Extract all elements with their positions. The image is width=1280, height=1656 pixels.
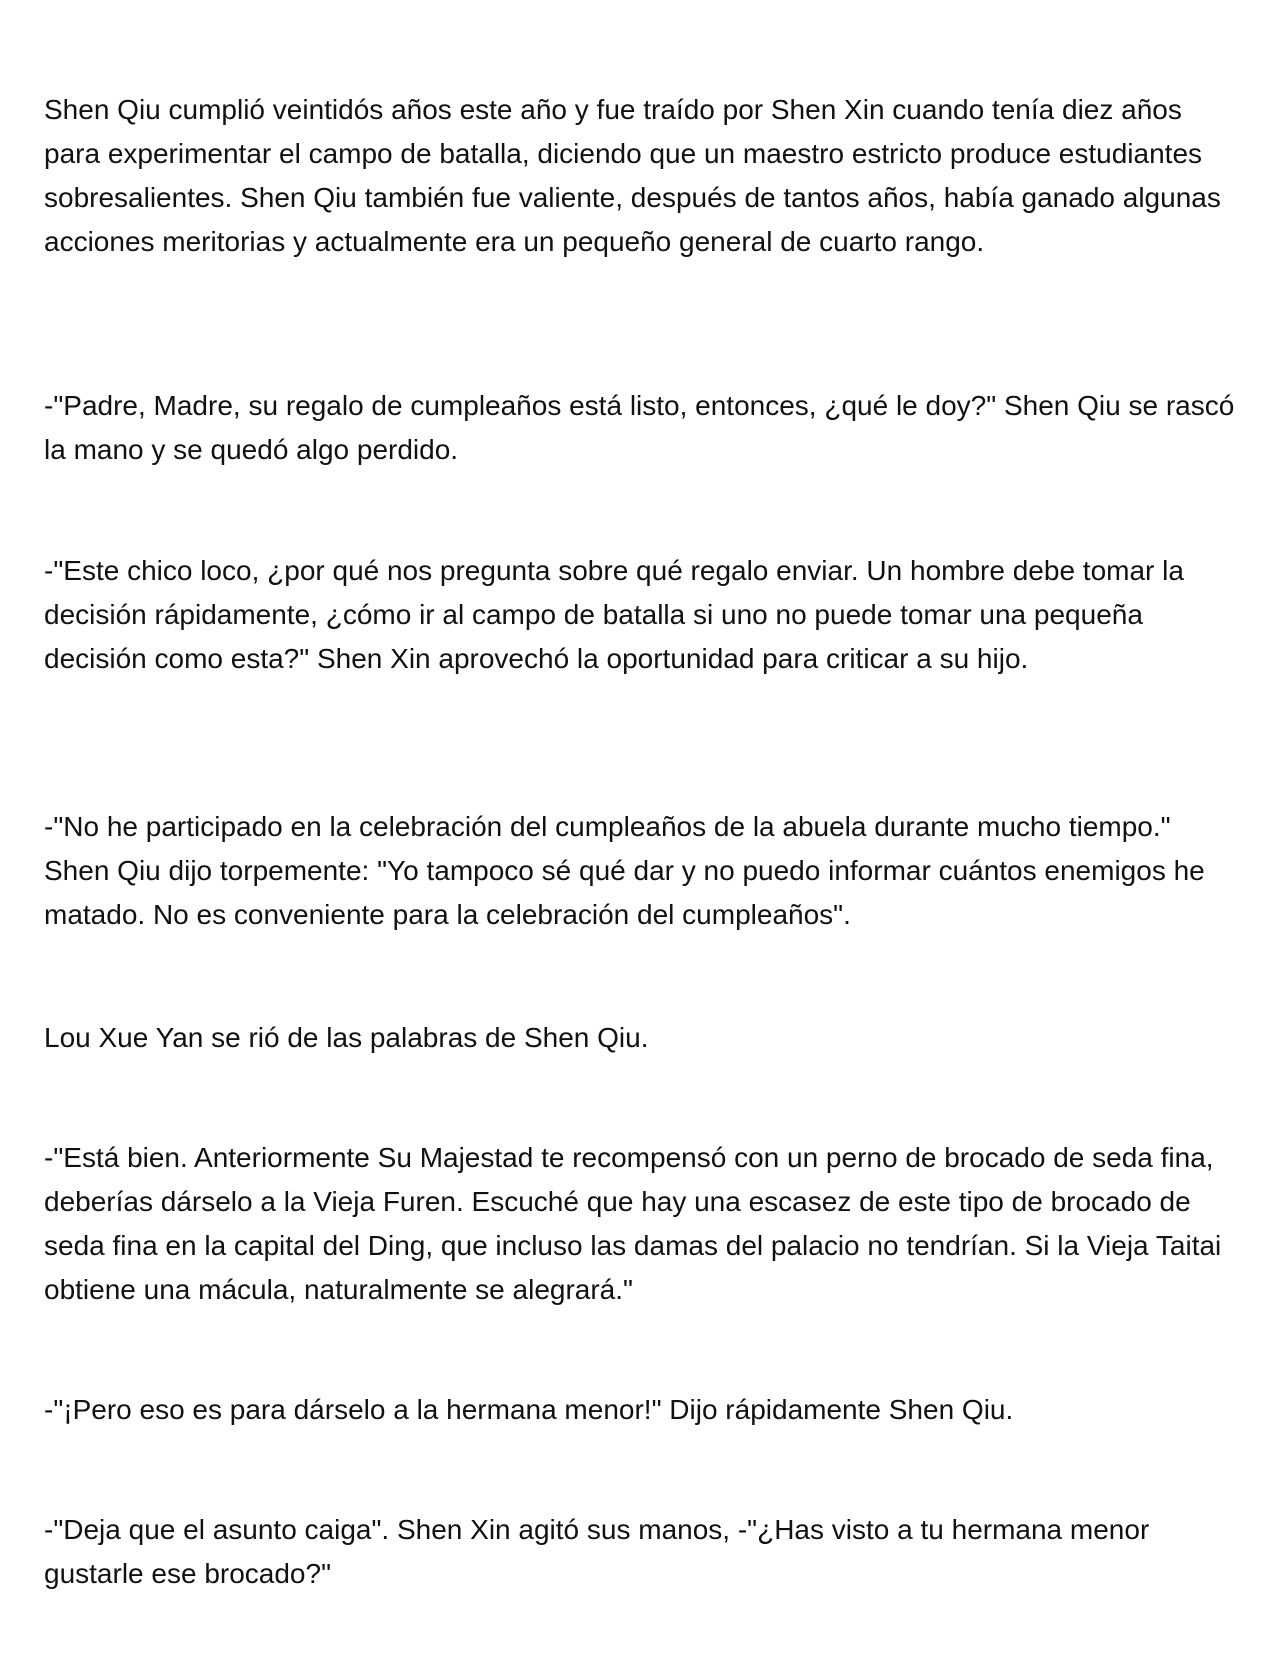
paragraph-6: -"Está bien. Anteriormente Su Majestad te recompensó con un perno de brocado de seda fina, deberías dárselo a la Vieja Furen. Escuché que hay una escasez de este tipo de brocado de seda fina en la capital del Ding, que incluso las damas del palacio no tendrían. Si la Vieja Taitai obtiene una mácula, naturalmente se alegrará.": [44, 1142, 1222, 1305]
paragraph-1: Shen Qiu cumplió veintidós años este año y fue traído por Shen Xin cuando tenía diez años para experimentar el campo de batalla, diciendo que un maestro estricto produce estudiantes sobresalientes. Shen Qiu también fue valiente, después de tantos años, había ganado algunas acciones meritorias y actualmente era un pequeño general de cuarto rango.: [44, 94, 1221, 257]
paragraph-8: -"Deja que el asunto caiga". Shen Xin agitó sus manos, -"¿Has visto a tu hermana menor gustarle ese brocado?": [44, 1514, 1150, 1589]
paragraph-7: -"¡Pero eso es para dárselo a la hermana menor!" Dijo rápidamente Shen Qiu.: [44, 1394, 1014, 1425]
paragraph-5: Lou Xue Yan se rió de las palabras de Shen Qiu.: [44, 1022, 649, 1053]
paragraph-4: -"No he participado en la celebración del cumpleaños de la abuela durante mucho tiempo." Shen Qiu dijo torpemente: "Yo tampoco sé qué dar y no puedo informar cuántos enemigos he matado. No es conveniente para la celebración del cumpleaños".: [44, 811, 1205, 930]
paragraph-2: -"Padre, Madre, su regalo de cumpleaños está listo, entonces, ¿qué le doy?" Shen Qiu se rascó la mano y se quedó algo perdido.: [44, 390, 1235, 465]
paragraph-3: -"Este chico loco, ¿por qué nos pregunta sobre qué regalo enviar. Un hombre debe tomar la decisión rápidamente, ¿cómo ir al campo de batalla si uno no puede tomar una pequeña decisión como esta?" Shen Xin aprovechó la oportunidad para criticar a su hijo.: [44, 555, 1184, 674]
